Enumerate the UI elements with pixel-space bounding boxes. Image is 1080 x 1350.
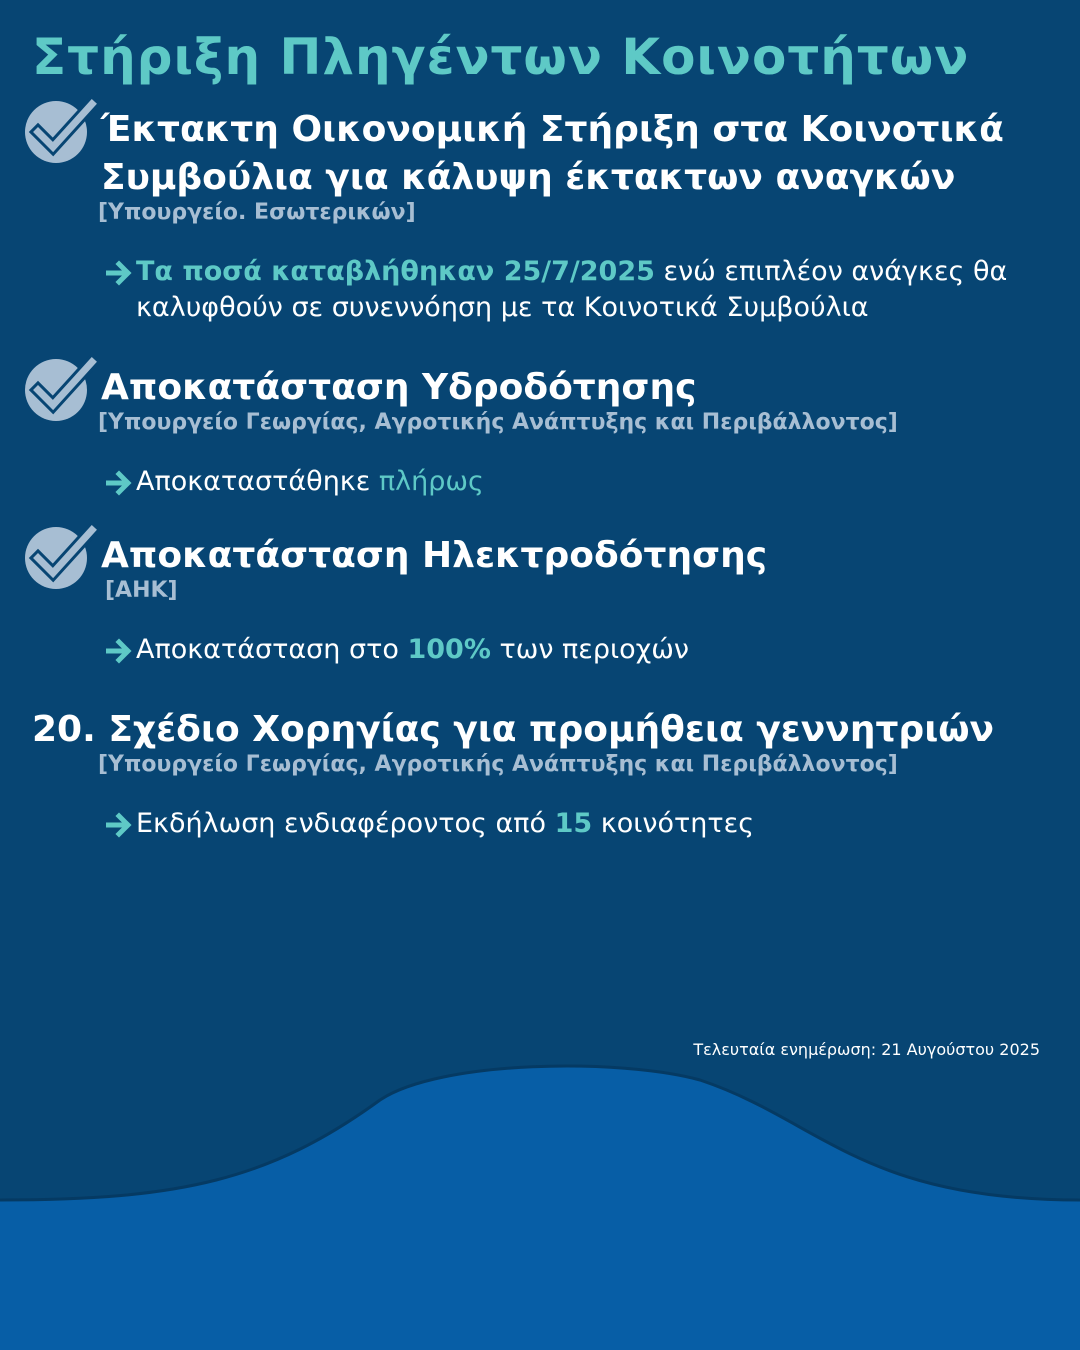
- status-highlight: 100%: [407, 634, 491, 665]
- status-highlight: Τα ποσά καταβλήθηκαν 25/7/2025: [136, 256, 655, 287]
- check-icon: [24, 354, 98, 424]
- ministry-label: [ΑΗΚ]: [105, 578, 178, 603]
- section-heading: [32, 706, 994, 754]
- status-text: ενώ επιπλέον ανάγκες θα: [654, 256, 1008, 287]
- page-title: Στήριξη Πληγέντων Κοινοτήτων: [32, 28, 970, 86]
- section-number: 20.: [32, 709, 96, 750]
- arrow-right-icon: [106, 638, 136, 664]
- section-heading: [101, 106, 1004, 202]
- section-heading-text: Σχέδιο Χορηγίας για προμήθεια γεννητριών: [108, 709, 995, 750]
- status-bullet: [106, 632, 689, 668]
- section-heading: Αποκατάσταση Ηλεκτροδότησης: [101, 535, 768, 576]
- status-bullet: [106, 254, 1007, 326]
- arrow-right-icon: [106, 260, 136, 286]
- status-text-after: των περιοχών: [490, 634, 689, 665]
- check-icon: [24, 522, 98, 592]
- status-text: Εκδήλωση ενδιαφέροντος από: [136, 808, 555, 839]
- status-text-line-2: καλυφθούν σε συνεννόηση με τα Κοινοτικά Συμβούλια: [136, 292, 869, 323]
- status-bullet: [106, 806, 754, 842]
- status-text: Αποκατάσταση στο: [136, 634, 408, 665]
- heading-line-1: Έκτακτη Οικονομική Στήριξη στα Κοινοτικά: [101, 109, 1004, 150]
- status-text-after: κοινότητες: [592, 808, 755, 839]
- heading-line-2: Συμβούλια για κάλυψη έκτακτων αναγκών: [101, 157, 956, 198]
- section-heading: Αποκατάσταση Υδροδότησης: [101, 367, 697, 408]
- arrow-right-icon: [106, 812, 136, 838]
- status-highlight: 15: [554, 808, 593, 839]
- status-highlight: πλήρως: [378, 466, 484, 497]
- check-icon: [24, 96, 98, 166]
- ministry-label: [Υπουργείο Γεωργίας, Αγροτικής Ανάπτυξης και Περιβάλλοντος]: [98, 752, 898, 777]
- ministry-label: [Υπουργείο. Εσωτερικών]: [98, 200, 416, 225]
- ministry-label: [Υπουργείο Γεωργίας, Αγροτικής Ανάπτυξης και Περιβάλλοντος]: [98, 410, 898, 435]
- status-text: Αποκαταστάθηκε: [136, 466, 379, 497]
- arrow-right-icon: [106, 470, 136, 496]
- last-updated: Τελευταία ενημέρωση: 21 Αυγούστου 2025: [693, 1040, 1040, 1059]
- status-bullet: [106, 464, 484, 500]
- wave-decoration: [0, 1060, 1080, 1350]
